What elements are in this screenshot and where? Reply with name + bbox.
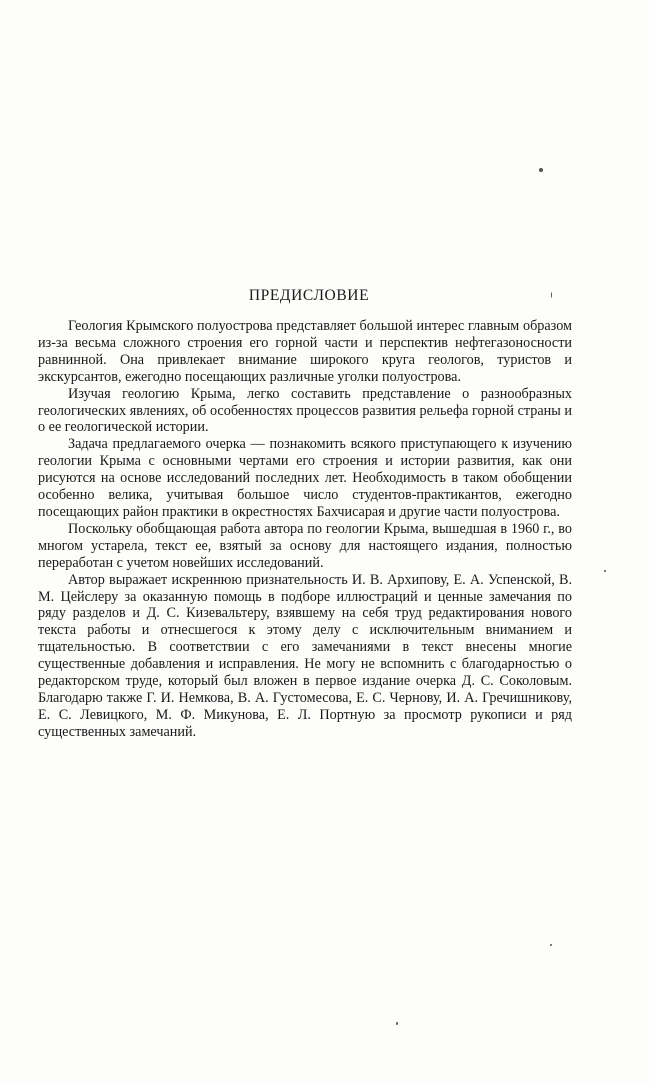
paragraph: Геология Крымского полуострова представляет большой интерес главным образом из-за весьма сложного строения его горной части и перспектив нефтегазоносности равнинной. Она привлекает внимание широкого круга геологов, туристов и экскурсантов, ежегодно посещающих различные уголки полуострова.	[38, 318, 572, 385]
paragraph: Поскольку обобщающая работа автора по геологии Крыма, вышедшая в 1960 г., во многом устарела, текст ее, взятый за основу для настоящего издания, полностью переработан с учетом новейших исследований.	[38, 520, 572, 571]
scan-speck	[539, 168, 543, 172]
scan-speck	[396, 1022, 398, 1025]
paragraph: Автор выражает искреннюю признательность И. В. Архипову, Е. А. Успенской, В. М. Цейслеру за оказанную помощь в подборе иллюстраций и ценные замечания по ряду разделов и Д. С. Кизевальтеру, взявшему на себя труд редактирования нового текста работы и отнесшегося к этому делу с исключительным вниманием и тщательностью. В соответствии с его замечаниями в текст внесены многие существенные добавления и исправления. Не могу не вспомнить с благодарностью о редакторском труде, который был вложен в первое издание очерка Д. С. Соколовым. Благодарю также Г. И. Немкова, В. А. Густомесова, Е. С. Чернову, И. А. Гречишникову, Е. С. Левицкого, М. Ф. Микунова, Е. Л. Портную за просмотр рукописи и ряд существенных замечаний.	[38, 571, 572, 740]
page-title: ПРЕДИСЛОВИЕ	[248, 287, 370, 304]
paragraph: Изучая геологию Крыма, легко составить представление о разнообразных геологических явлениях, об особенностях процессов развития рельефа горной страны и о ее геологической истории.	[38, 385, 572, 436]
scan-speck	[550, 944, 552, 946]
paragraph: Задача предлагаемого очерка — познакомить всякого приступающего к изучению геологии Крыма с основными чертами его строения и истории развития, как они рисуются на основе исследований последних лет. Необходимость в таком обобщении особенно велика, учитывая большое число студентов-практикантов, ежегодно посещающих район практики в окрестностях Бахчисарая и другие части полуострова.	[38, 436, 572, 520]
preface-body	[38, 318, 572, 741]
scan-speck	[604, 570, 606, 572]
